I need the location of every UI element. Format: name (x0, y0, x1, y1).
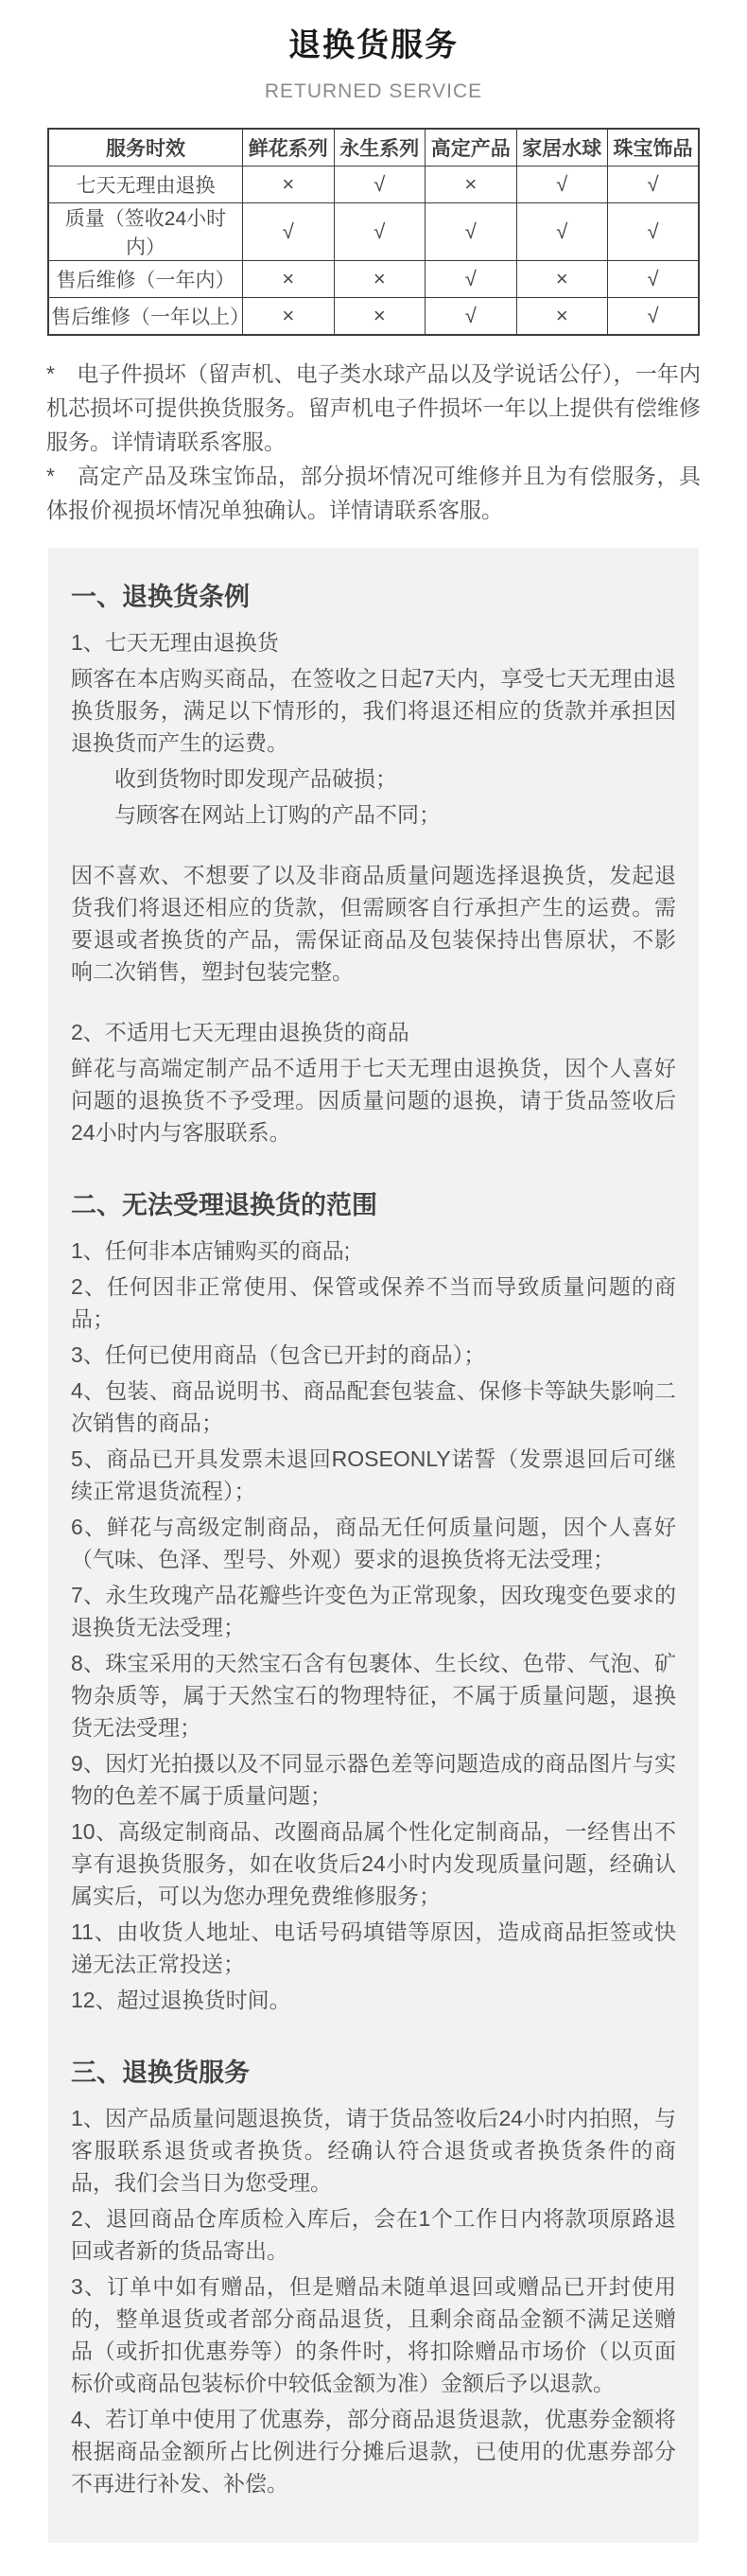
table-cell: × (516, 261, 608, 298)
table-cell: √ (426, 298, 517, 336)
table-cell: √ (608, 203, 700, 261)
policy-paragraph: 与顾客在网站上订购的产品不同； (114, 802, 441, 827)
table-cell: √ (243, 203, 335, 261)
policy-paragraph: 1、因产品质量问题退换货，请于货品签收后24小时内拍照，与客服联系退货或者换货。经确认符合退货或者换货条件的商品，我们会当日为您受理。 (71, 2106, 676, 2195)
policy-paragraph: 顾客在本店购买商品，在签收之日起7天内，享受七天无理由退换货服务，满足以下情形的，我们将退还相应的货款并承担因退换货而产生的运费。 (71, 666, 676, 755)
policy-paragraph: 收到货物时即发现产品破损； (114, 766, 397, 791)
service-timeliness-table (47, 128, 700, 336)
table-cell: × (243, 166, 335, 203)
row-label: 售后维修（一年内） (48, 261, 243, 298)
row-label: 七天无理由退换 (48, 166, 243, 203)
policy-paragraph: 1、任何非本店铺购买的商品; (71, 1238, 351, 1263)
policy-paragraph: 12、超过退换货时间。 (71, 1988, 291, 2012)
table-header-row (48, 129, 699, 166)
table-cell: × (426, 166, 517, 203)
table-cell: × (243, 261, 335, 298)
policy-paragraph: 7、永生玫瑰产品花瓣些许变色为正常现象，因玫瑰变色要求的退换货无法受理； (71, 1583, 676, 1639)
policy-paragraph: 3、订单中如有赠品，但是赠品未随单退回或赠品已开封使用的，整单退货或者部分商品退货，且剩余商品金额不满足送赠品（或折扣优惠券等）的条件时，将扣除赠品市场价（以页面标价或商品包装标价中较低金额为准）金额后予以退款。 (71, 2274, 676, 2395)
table-cell: √ (334, 166, 426, 203)
table-row (48, 261, 699, 298)
policy-section-unacceptable (71, 1184, 676, 2016)
table-cell: √ (334, 203, 426, 261)
row-label: 售后维修（一年以上） (48, 298, 243, 336)
policy-paragraph: 8、珠宝采用的天然宝石含有包裹体、生长纹、色带、气泡、矿物杂质等，属于天然宝石的物理特征，不属于质量问题，退换货无法受理； (71, 1651, 676, 1740)
table-cell: × (334, 298, 426, 336)
table-cell: √ (608, 166, 700, 203)
policy-paragraph: 鲜花与高端定制产品不适用于七天无理由退换货，因个人喜好问题的退换货不予受理。因质量问题的退换，请于货品签收后24小时内与客服联系。 (71, 1056, 676, 1145)
table-cell: √ (516, 166, 608, 203)
table-header-cell: 高定产品 (426, 129, 517, 166)
table-cell: √ (608, 261, 700, 298)
policy-paragraph: 9、因灯光拍摄以及不同显示器色差等问题造成的商品图片与实物的色差不属于质量问题； (71, 1751, 676, 1808)
table-header-cell: 珠宝饰品 (608, 129, 700, 166)
page-subtitle: RETURNED SERVICE (264, 80, 483, 102)
policy-paragraph: 11、由收货人地址、电话号码填错等原因，造成商品拒签或快递无法正常投送； (71, 1919, 676, 1976)
policy-paragraph: 因不喜欢、不想要了以及非商品质量问题选择退换货，发起退货我们将退还相应的货款，但需顾客自行承担产生的运费。需要退或者换货的产品，需保证商品及包装保持出售原状，不影响二次销售，塑封包装完整。 (71, 863, 676, 984)
footnotes (46, 357, 701, 527)
table-row (48, 203, 699, 261)
table-cell: × (516, 298, 608, 336)
policy-paragraph: 4、若订单中使用了优惠券，部分商品退货退款，优惠券金额将根据商品金额所占比例进行分摊后退款，已使用的优惠券部分不再进行补发、补偿。 (71, 2407, 676, 2496)
policy-paragraph: 6、鲜花与高级定制商品，商品无任何质量问题，因个人喜好（气味、色泽、型号、外观）要求的退换货将无法受理； (71, 1515, 676, 1571)
policy-section-rules (71, 576, 676, 1148)
policy-paragraph: 2、任何因非正常使用、保管或保养不当而导致质量问题的商品； (71, 1274, 676, 1331)
policy-paragraph: 3、任何已使用商品（包含已开封的商品）； (71, 1342, 486, 1367)
table-cell: √ (426, 203, 517, 261)
row-label: 质量（签收24小时内） (48, 203, 243, 261)
table-header-cell: 服务时效 (48, 129, 243, 166)
policy-panel (48, 548, 699, 2543)
table-cell: × (334, 261, 426, 298)
section-heading: 三、退换货服务 (71, 2059, 250, 2087)
policy-paragraph: 5、商品已开具发票未退回ROSEONLY诺誓（发票退回后可继续正常退货流程）； (71, 1446, 676, 1503)
footnote: * 高定产品及珠宝饰品，部分损坏情况可维修并且为有偿服务，具体报价视损坏情况单独确认。详情请联系客服。 (46, 464, 701, 522)
table-cell: √ (608, 298, 700, 336)
table-cell: × (243, 298, 335, 336)
footnote: * 电子件损坏（留声机、电子类水球产品以及学说话公仔），一年内机芯损坏可提供换货服务。留声机电子件损坏一年以上提供有偿维修服务。详情请联系客服。 (46, 361, 701, 454)
table-row (48, 166, 699, 203)
table-header-cell: 鲜花系列 (243, 129, 335, 166)
table-header-cell: 永生系列 (334, 129, 426, 166)
policy-paragraph: 2、不适用七天无理由退换货的商品 (71, 1020, 409, 1044)
policy-paragraph: 2、退回商品仓库质检入库后，会在1个工作日内将款项原路退回或者新的货品寄出。 (71, 2206, 676, 2263)
table-cell: √ (426, 261, 517, 298)
policy-paragraph: 4、包装、商品说明书、商品配套包装盒、保修卡等缺失影响二次销售的商品； (71, 1378, 676, 1435)
section-heading: 二、无法受理退换货的范围 (71, 1191, 377, 1219)
table-cell: √ (516, 203, 608, 261)
policy-paragraph: 10、高级定制商品、改圈商品属个性化定制商品，一经售出不享有退换货服务，如在收货后24小时内发现质量问题，经确认属实后，可以为您办理免费维修服务； (71, 1819, 676, 1908)
section-heading: 一、退换货条例 (71, 583, 250, 611)
table-row (48, 298, 699, 336)
table-header-cell: 家居水球 (516, 129, 608, 166)
policy-section-service (71, 2052, 676, 2499)
page-title: 退换货服务 (288, 27, 459, 63)
policy-paragraph: 1、七天无理由退换货 (71, 630, 279, 655)
